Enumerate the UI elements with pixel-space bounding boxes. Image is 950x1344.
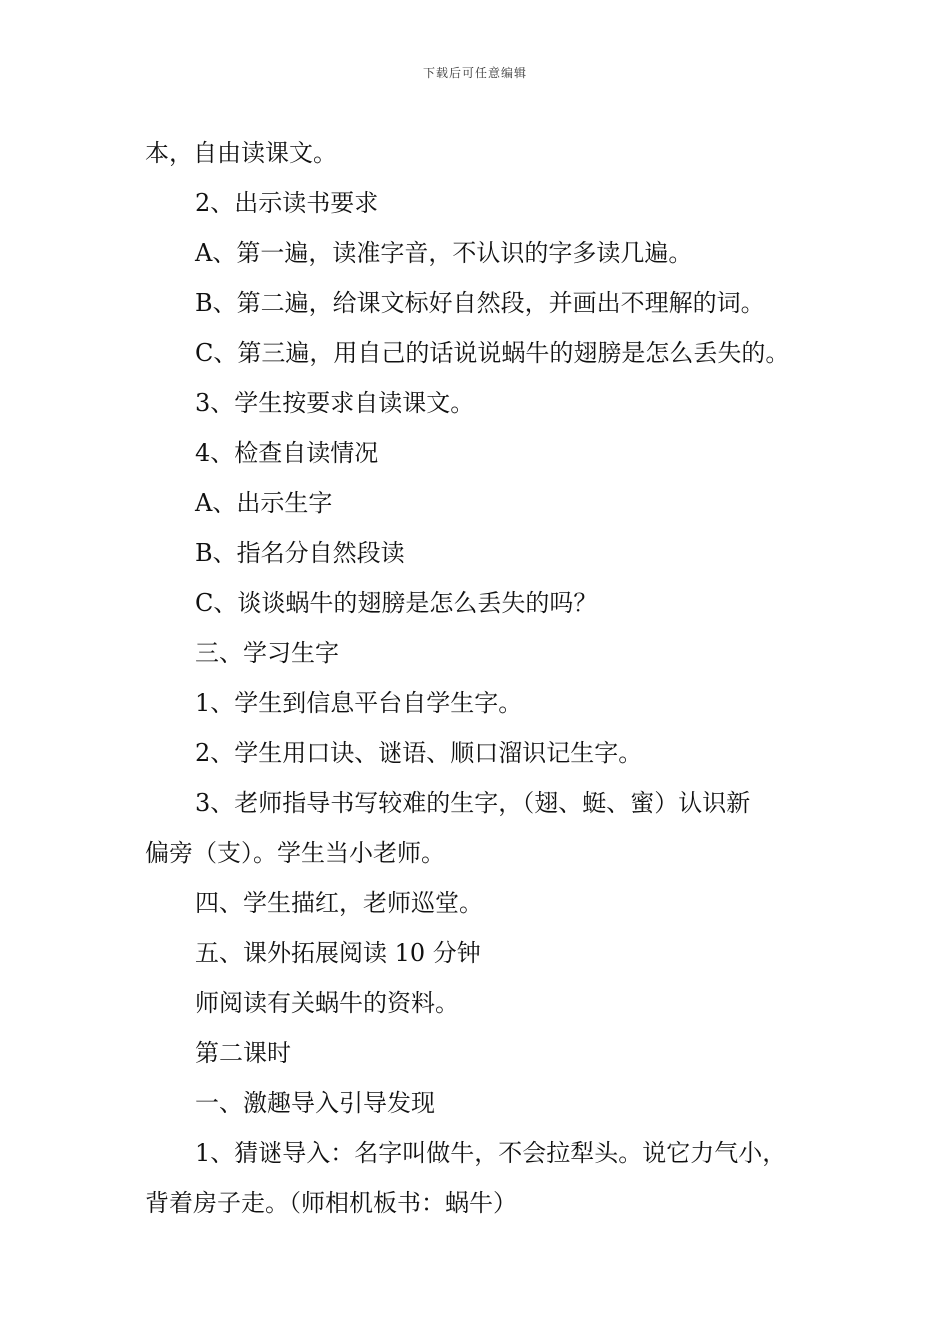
page-header-note: 下载后可任意编辑 bbox=[422, 66, 527, 80]
text-line: 三、学习生字 bbox=[195, 639, 339, 667]
text-line: 2、出示读书要求 bbox=[195, 189, 379, 217]
text-line: 本，自由读课文。 bbox=[145, 139, 337, 167]
text-line: A、出示生字 bbox=[195, 489, 333, 517]
text-line: 第二课时 bbox=[195, 1039, 291, 1067]
text-line: 2、学生用口诀、谜语、顺口溜识记生字。 bbox=[195, 739, 643, 767]
text-line: A、第一遍，读准字音，不认识的字多读几遍。 bbox=[195, 239, 693, 267]
text-line: 偏旁（支）。学生当小老师。 bbox=[145, 839, 445, 867]
text-line: 师阅读有关蜗牛的资料。 bbox=[195, 989, 459, 1017]
text-line: C、第三遍，用自己的话说说蜗牛的翅膀是怎么丢失的。 bbox=[195, 339, 790, 367]
document-body bbox=[145, 128, 835, 1228]
text-line: 1、猜谜导入：名字叫做牛，不会拉犁头。说它力气小， bbox=[195, 1139, 787, 1167]
text-line: 背着房子走。（师相机板书：蜗牛） bbox=[145, 1189, 517, 1217]
text-line: B、第二遍，给课文标好自然段，并画出不理解的词。 bbox=[195, 289, 765, 317]
text-line: 3、学生按要求自读课文。 bbox=[195, 389, 475, 417]
text-line: 四、学生描红，老师巡堂。 bbox=[195, 889, 483, 917]
text-line: 4、检查自读情况 bbox=[195, 439, 379, 467]
text-line: B、指名分自然段读 bbox=[195, 539, 405, 567]
text-line: 五、课外拓展阅读 10 分钟 bbox=[195, 939, 481, 967]
text-line: 一、激趣导入引导发现 bbox=[195, 1089, 435, 1117]
text-line: 1、学生到信息平台自学生字。 bbox=[195, 689, 523, 717]
text-line: 3、老师指导书写较难的生字，（翅、蜓、蜜）认识新 bbox=[195, 789, 751, 817]
text-line: C、谈谈蜗牛的翅膀是怎么丢失的吗？ bbox=[195, 589, 598, 617]
